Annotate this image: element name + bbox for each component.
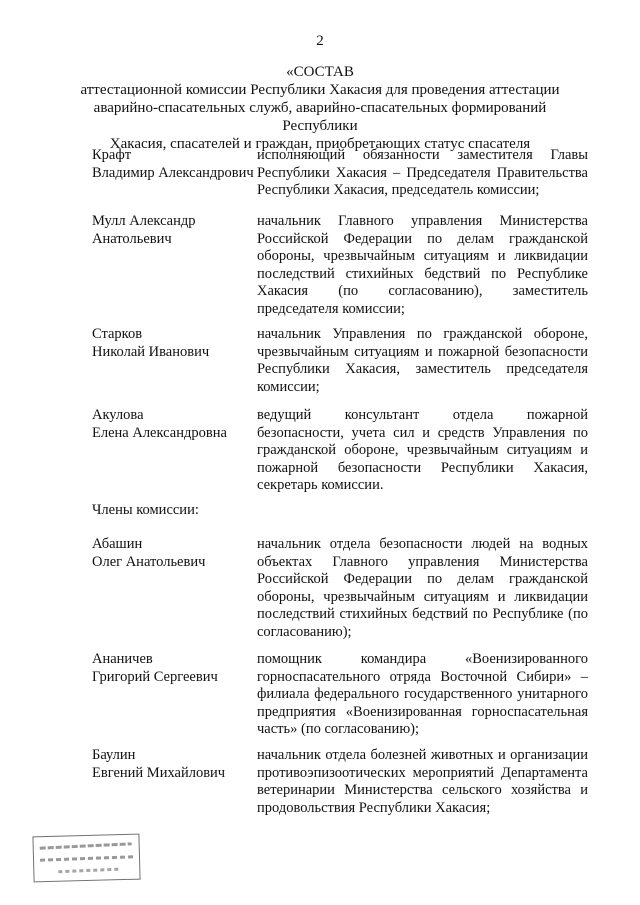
person-role: начальник Главного управления Министерства Российской Федерации по делам гражданской обороны, чрезвычайным ситуациям и ликвидации последствий стихийных бедствий по Республике Хакасия (по согласованию), заместитель председателя комиссии; bbox=[257, 213, 588, 317]
members-label: Члены комиссии: bbox=[92, 502, 199, 518]
title-line: аварийно-спасательных служб, аварийно-спасательных формирований Республики bbox=[93, 100, 547, 134]
person-name bbox=[92, 536, 257, 571]
person-given-name: Елена Александровна bbox=[92, 424, 227, 441]
person-surname: Старков bbox=[92, 326, 143, 342]
person-name bbox=[92, 213, 257, 248]
person-given-name: Евгений Михайлович bbox=[92, 764, 226, 781]
person-role: начальник Управления по гражданской обороне, чрезвычайным ситуациям и пожарной безопасности Республики Хакасия, заместитель председателя комиссии; bbox=[257, 326, 588, 395]
person-name bbox=[92, 651, 257, 686]
page-number: 2 bbox=[316, 33, 324, 49]
person-given-name: Олег Анатольевич bbox=[92, 553, 206, 570]
registration-stamp bbox=[32, 834, 140, 883]
person-surname: Крафт bbox=[92, 147, 132, 163]
document-title bbox=[60, 63, 580, 153]
person-surname: Баулин bbox=[92, 747, 136, 763]
person-surname: Абашин bbox=[92, 536, 143, 552]
person-role: помощник командира «Военизированного горноспасательного отряда Восточной Сибири» – филиала федерального государственного унитарного предприятия «Военизированная горноспасательная часть» (по согласованию); bbox=[257, 651, 588, 738]
person-role: ведущий консультант отдела пожарной безопасности, учета сил и средств Управления по гражданской обороне, чрезвычайным ситуациям и пожарной безопасности Республики Хакасия, секретарь комиссии. bbox=[257, 407, 588, 494]
person-given-name: Николай Иванович bbox=[92, 343, 210, 360]
person-name bbox=[92, 747, 257, 782]
person-role: исполняющий обязанности заместителя Главы Республики Хакасия – Председателя Правительства Республики Хакасия, председатель комиссии; bbox=[257, 147, 588, 199]
person-given-name: Владимир Александрович bbox=[92, 164, 254, 181]
person-given-name: Анатольевич bbox=[92, 230, 172, 247]
person-surname: Акулова bbox=[92, 407, 144, 423]
stamp-lines-icon bbox=[38, 838, 138, 879]
person-name bbox=[92, 407, 257, 442]
person-role: начальник отдела безопасности людей на водных объектах Главного управления Министерства Российской Федерации по делам гражданской обороны, чрезвычайным ситуациям и ликвидации последствий стихийных бедствий по Республике (по согласованию); bbox=[257, 536, 588, 640]
person-surname: Ананичев bbox=[92, 651, 153, 667]
person-surname: Мулл Александр bbox=[92, 213, 196, 229]
person-role: начальник отдела болезней животных и организации противоэпизоотических мероприятий Департамента ветеринарии Министерства сельского хозяйства и продовольствия Республики Хакасия; bbox=[257, 747, 588, 816]
person-name bbox=[92, 326, 257, 361]
title-line: аттестационной комиссии Республики Хакасия для проведения аттестации bbox=[80, 82, 560, 98]
person-given-name: Григорий Сергеевич bbox=[92, 668, 218, 685]
title-line: Хакасия, спасателей и граждан, приобретающих статус спасателя bbox=[109, 136, 531, 152]
title-line: «СОСТАВ bbox=[286, 64, 354, 80]
person-name bbox=[92, 147, 257, 182]
